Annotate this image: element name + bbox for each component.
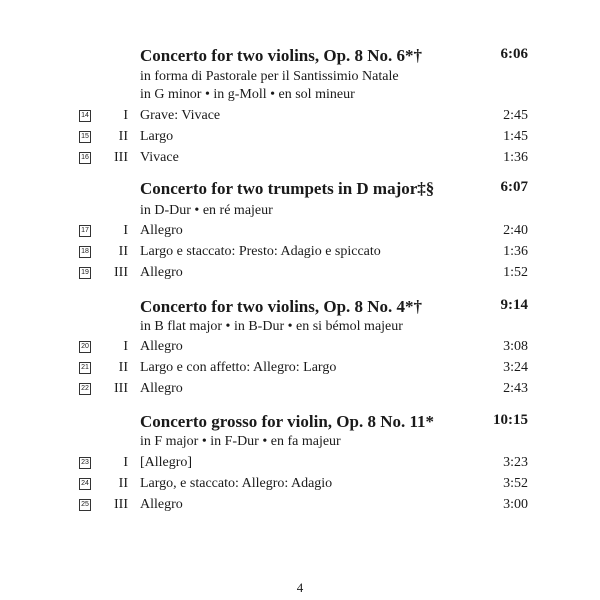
movement-number: III [114, 497, 128, 512]
movement-row [0, 381, 600, 401]
movement-number: I [123, 455, 128, 470]
movement-number: I [123, 223, 128, 238]
work-key: in D-Dur • en ré majeur [140, 203, 273, 218]
movement-duration: 3:24 [503, 360, 528, 375]
movement-title: Vivace [140, 150, 179, 165]
work-subtitle: in forma di Pastorale per il Santissimio Natale [140, 69, 399, 84]
movement-row [0, 150, 600, 170]
track-number-box: 24 [79, 478, 91, 490]
work-total-duration: 6:06 [500, 46, 528, 62]
movement-number: III [114, 381, 128, 396]
movement-number: II [118, 129, 128, 144]
movement-duration: 3:52 [503, 476, 528, 491]
work-title: Concerto for two violins, Op. 8 No. 4*† [140, 297, 423, 316]
movement-duration: 1:52 [503, 265, 528, 280]
movement-title: Largo [140, 129, 174, 144]
track-number-box: 17 [79, 225, 91, 237]
movement-duration: 1:45 [503, 129, 528, 144]
movement-number: II [118, 360, 128, 375]
track-number-box: 20 [79, 341, 91, 353]
movement-row [0, 108, 600, 128]
work-key: in F major • in F-Dur • en fa majeur [140, 434, 341, 449]
movement-title: Largo, e staccato: Allegro: Adagio [140, 476, 333, 491]
work-title: Concerto grosso for violin, Op. 8 No. 11* [140, 412, 435, 431]
movement-number: II [118, 244, 128, 259]
work-title: Concerto for two trumpets in D major‡§ [140, 179, 435, 198]
track-number-box: 23 [79, 457, 91, 469]
work-key: in G minor • in g-Moll • en sol mineur [140, 87, 355, 102]
movement-number: II [118, 476, 128, 491]
track-number-box: 25 [79, 499, 91, 511]
movement-row [0, 244, 600, 264]
movement-row [0, 360, 600, 380]
movement-title: Allegro [140, 339, 183, 354]
movement-duration: 1:36 [503, 244, 528, 259]
work-total-duration: 6:07 [500, 179, 528, 195]
movement-row [0, 497, 600, 517]
movement-title: Largo e con affetto: Allegro: Largo [140, 360, 337, 375]
movement-duration: 2:43 [503, 381, 528, 396]
movement-row [0, 339, 600, 359]
track-number-box: 18 [79, 246, 91, 258]
movement-row [0, 223, 600, 243]
movement-row [0, 129, 600, 149]
track-number-box: 15 [79, 131, 91, 143]
work-key: in B flat major • in B-Dur • en si bémol majeur [140, 319, 403, 334]
movement-duration: 3:23 [503, 455, 528, 470]
page-number: 4 [296, 580, 304, 595]
work-total-duration: 10:15 [493, 412, 528, 428]
movement-number: III [114, 150, 128, 165]
movement-title: Allegro [140, 497, 183, 512]
movement-title: Grave: Vivace [140, 108, 221, 123]
movement-title: Allegro [140, 381, 183, 396]
movement-number: I [123, 108, 128, 123]
track-number-box: 14 [79, 110, 91, 122]
movement-title: Allegro [140, 265, 183, 280]
movement-row [0, 476, 600, 496]
movement-row [0, 265, 600, 285]
movement-number: I [123, 339, 128, 354]
movement-duration: 2:45 [503, 108, 528, 123]
movement-row [0, 455, 600, 475]
movement-duration: 1:36 [503, 150, 528, 165]
movement-number: III [114, 265, 128, 280]
track-number-box: 21 [79, 362, 91, 374]
movement-duration: 2:40 [503, 223, 528, 238]
work-total-duration: 9:14 [500, 297, 528, 313]
track-number-box: 19 [79, 267, 91, 279]
work-title: Concerto for two violins, Op. 8 No. 6*† [140, 46, 423, 65]
movement-title: Allegro [140, 223, 183, 238]
movement-title: Largo e staccato: Presto: Adagio e spiccato [140, 244, 381, 259]
movement-duration: 3:00 [503, 497, 528, 512]
movement-duration: 3:08 [503, 339, 528, 354]
movement-title: [Allegro] [140, 455, 193, 470]
track-number-box: 22 [79, 383, 91, 395]
track-number-box: 16 [79, 152, 91, 164]
